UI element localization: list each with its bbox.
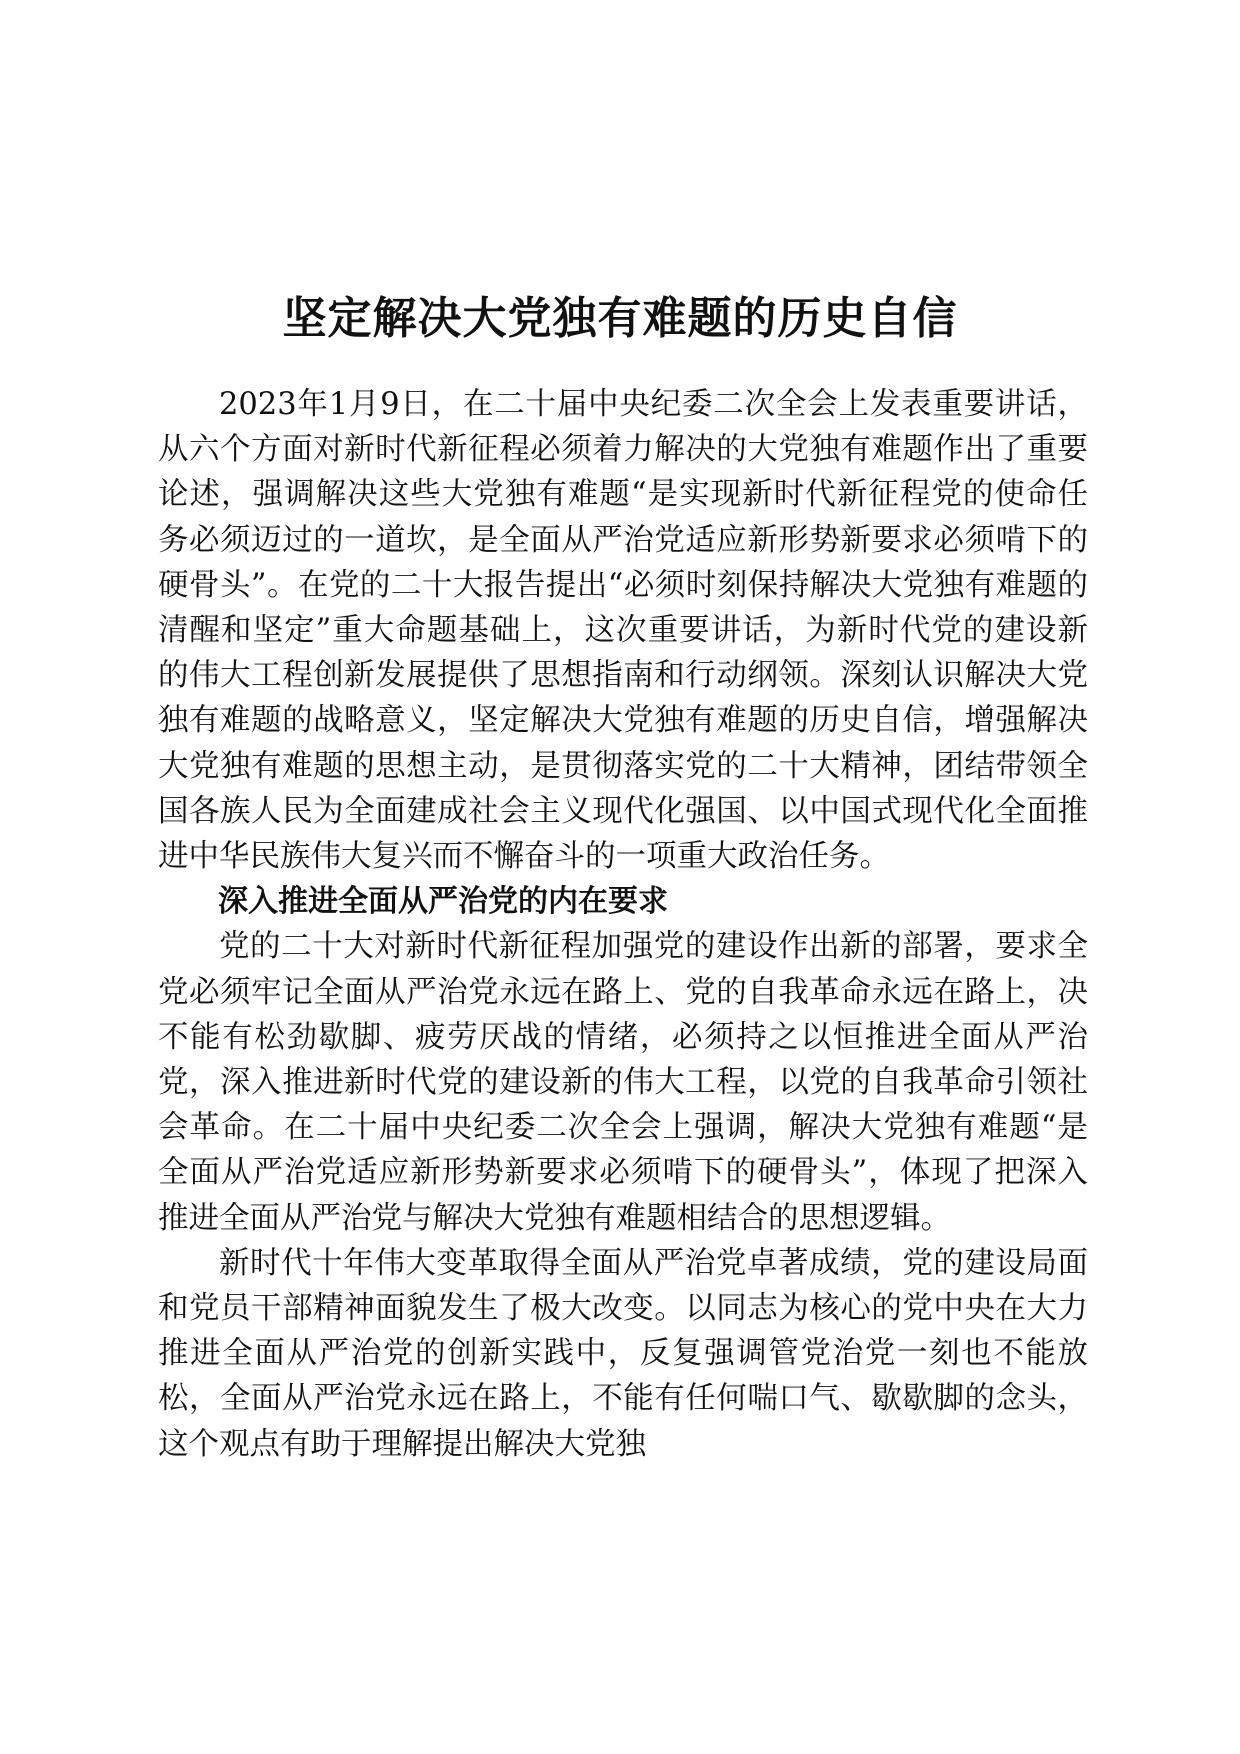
body-paragraph-3: 新时代十年伟大变革取得全面从严治党卓著成绩，党的建设局面和党员干部精神面貌发生了极大改变。以同志为核心的党中央在大力推进全面从严治党的创新实践中，反复强调管党治党一刻也不能放松，全面从严治党永远在路上，不能有任何喘口气、歇歇脚的念头，这个观点有助于理解提出解决大党独 xyxy=(158,1245,1088,1462)
body-paragraph-1: 2023年1月9日，在二十届中央纪委二次全会上发表重要讲话，从六个方面对新时代新征程必须着力解决的大党独有难题作出了重要论述，强调解决这些大党独有难题“是实现新时代新征程党的使命任务必须迈过的一道坎，是全面从严治党适应新形势新要求必须啃下的硬骨头”。在党的二十大报告提出“必须时刻保持解决大党独有难题的清醒和坚定”重大命题基础上，这次重要讲话，为新时代党的建设新的伟大工程创新发展提供了思想指南和行动纲领。深刻认识解决大党独有难题的战略意义，坚定解决大党独有难题的历史自信，增强解决大党独有难题的思想主动，是贯彻落实党的二十大精神，团结带领全国各族人民为全面建成社会主义现代化强国、以中国式现代化全面推进中华民族伟大复兴而不懈奋斗的一项重大政治任务。 xyxy=(158,387,1088,875)
section-heading: 深入推进全面从严治党的内在要求 xyxy=(218,884,668,920)
document-title: 坚定解决大党独有难题的历史自信 xyxy=(282,293,958,345)
document-body xyxy=(158,382,1088,1467)
body-paragraph-2: 党的二十大对新时代新征程加强党的建设作出新的部署，要求全党必须牢记全面从严治党永远在路上、党的自我革命永远在路上，决不能有松劲歇脚、疲劳厌战的情绪，必须持之以恒推进全面从严治党，深入推进新时代党的建设新的伟大工程，以党的自我革命引领社会革命。在二十届中央纪委二次全会上强调，解决大党独有难题“是全面从严治党适应新形势新要求必须啃下的硬骨头”，体现了把深入推进全面从严治党与解决大党独有难题相结合的思想逻辑。 xyxy=(158,929,1088,1236)
